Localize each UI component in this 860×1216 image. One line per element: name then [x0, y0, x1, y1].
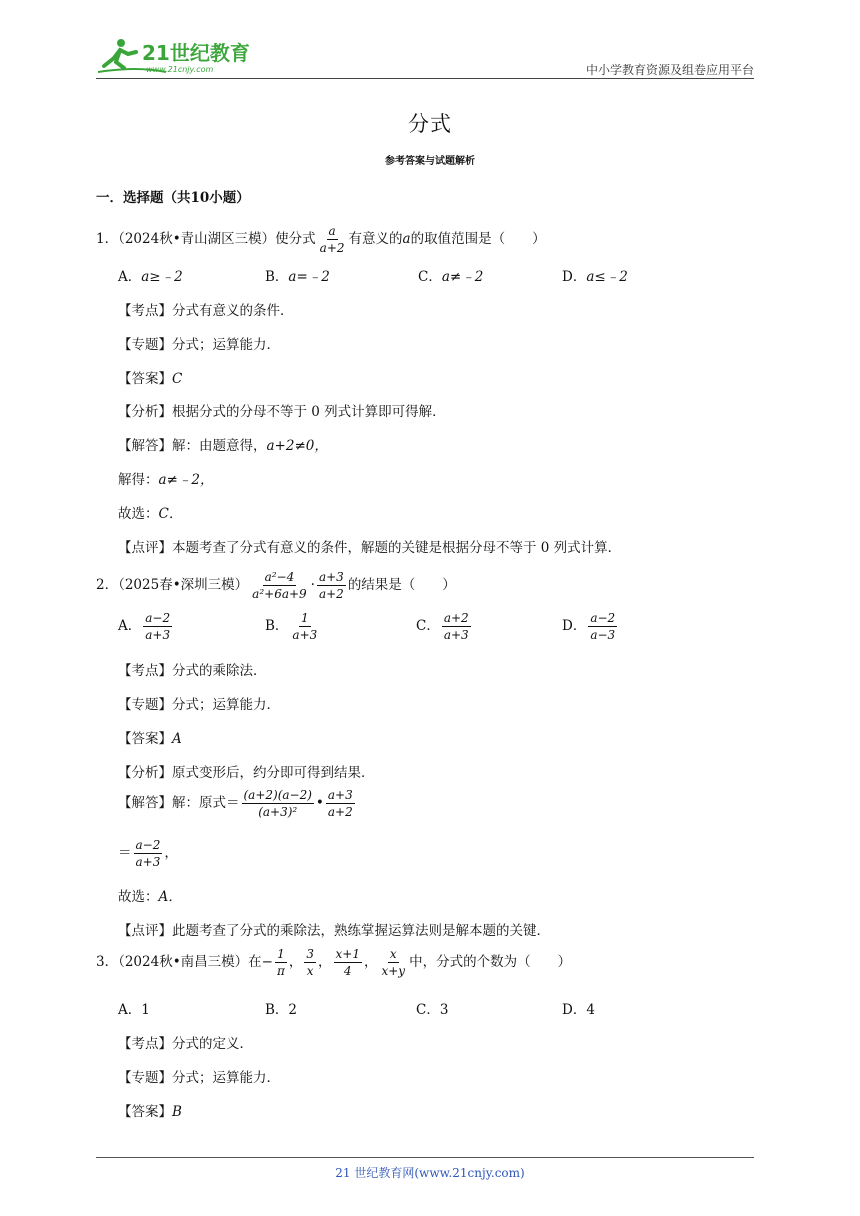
q3-option-d: D．4 [562, 1002, 595, 1018]
q2-step: 故选：A． [118, 889, 182, 905]
q1-answer: 【答案】C [118, 371, 183, 387]
q1-option-d: D．a≤﹣2 [562, 269, 628, 285]
q2-option-c: C． $\frac{a+2}{a+3}$ [416, 611, 469, 642]
question-2-stem: 2．（2025春•深圳三模） $\frac{\text{a²−4}}{\text{a²+6a+9}}$ · $\frac{a+3}{a+2}$ 的结果是（ ） [96, 570, 456, 601]
q3-option-b: B．2 [265, 1002, 298, 1018]
q3-option-a: A．1 [118, 1002, 150, 1018]
q2-option-a: A． $\frac{a-2}{a+3}$ [118, 611, 171, 642]
q1-step-1: 解得：a≠﹣2， [118, 472, 214, 488]
fraction: $\frac{a+3}{a+2}$ [318, 570, 344, 601]
q3-option-c: C．3 [416, 1002, 449, 1018]
q2-option-b: B． $\frac{1}{a+3}$ [265, 611, 318, 642]
question-3-stem: 3．（2024秋•南昌三模）在− $\frac{1}{\pi}$ ， $\frac{3}{x}$ ， $\frac{x+1}{4}$ ， $\frac{x}{x+y}$ 中，分式的个数为（ ） [96, 947, 572, 978]
q1-jieda: 【解答】解：由题意得，a+2≠0， [118, 438, 328, 454]
q1-dianping: 【点评】本题考查了分式有意义的条件，解题的关键是根据分母不等于 0 列式计算． [118, 540, 622, 556]
svg-text:www.21cnjy.com: www.21cnjy.com [146, 65, 214, 74]
q3-kaodian: 【考点】分式的定义． [118, 1036, 253, 1052]
section-heading: 一．选择题（共10小题） [96, 190, 250, 206]
fraction: $\frac{\text{a²−4}}{\text{a²+6a+9}}$ [252, 570, 307, 601]
q2-kaodian: 【考点】分式的乘除法． [118, 663, 267, 679]
q1-zhuanti: 【专题】分式；运算能力． [118, 337, 280, 353]
fraction: $\frac{a}{a+2}$ [319, 224, 345, 255]
q1-option-c: C．a≠﹣2 [418, 269, 484, 285]
q1-option-b: B．a=﹣2 [265, 269, 330, 285]
footer-divider [96, 1157, 754, 1158]
q1-kaodian: 【考点】分式有意义的条件． [118, 303, 294, 319]
q2-fenxi: 【分析】原式变形后，约分即可得到结果． [118, 765, 375, 781]
doc-title: 分式 [408, 112, 452, 136]
q1-fenxi: 【分析】根据分式的分母不等于 0 列式计算即可得解． [118, 404, 446, 420]
q2-answer: 【答案】A [118, 731, 182, 747]
q3-answer: 【答案】B [118, 1104, 182, 1120]
q2-result: ＝ $\frac{a-2}{a+3}$ ， [118, 838, 178, 869]
q2-option-d: D． $\frac{a-2}{a-3}$ [562, 611, 616, 642]
header-divider [96, 78, 754, 79]
q3-zhuanti: 【专题】分式；运算能力． [118, 1070, 280, 1086]
q2-zhuanti: 【专题】分式；运算能力． [118, 697, 280, 713]
doc-subtitle: 参考答案与试题解析 [385, 156, 475, 167]
footer-link[interactable]: 21 世纪教育网(www.21cnjy.com) [335, 1166, 525, 1180]
q2-jieda: 【解答】解：原式＝ $\frac{(a+2)(a-2)}{\text{(a+3)²}}$ • $\frac{a+3}{a+2}$ [118, 788, 353, 819]
site-logo [96, 36, 258, 76]
svg-text:21世纪教育: 21世纪教育 [142, 41, 250, 65]
q1-step-2: 故选：C． [118, 506, 183, 522]
question-1-stem: 1．（2024秋•青山湖区三模）使分式 $\frac{a}{a+2}$ 有意义的a的取值范围是（ ） [96, 224, 546, 255]
q1-option-a: A．a≥﹣2 [118, 269, 183, 285]
q2-dianping: 【点评】此题考查了分式的乘除法，熟练掌握运算法则是解本题的关键． [118, 923, 550, 939]
platform-name: 中小学教育资源及组卷应用平台 [585, 63, 754, 77]
